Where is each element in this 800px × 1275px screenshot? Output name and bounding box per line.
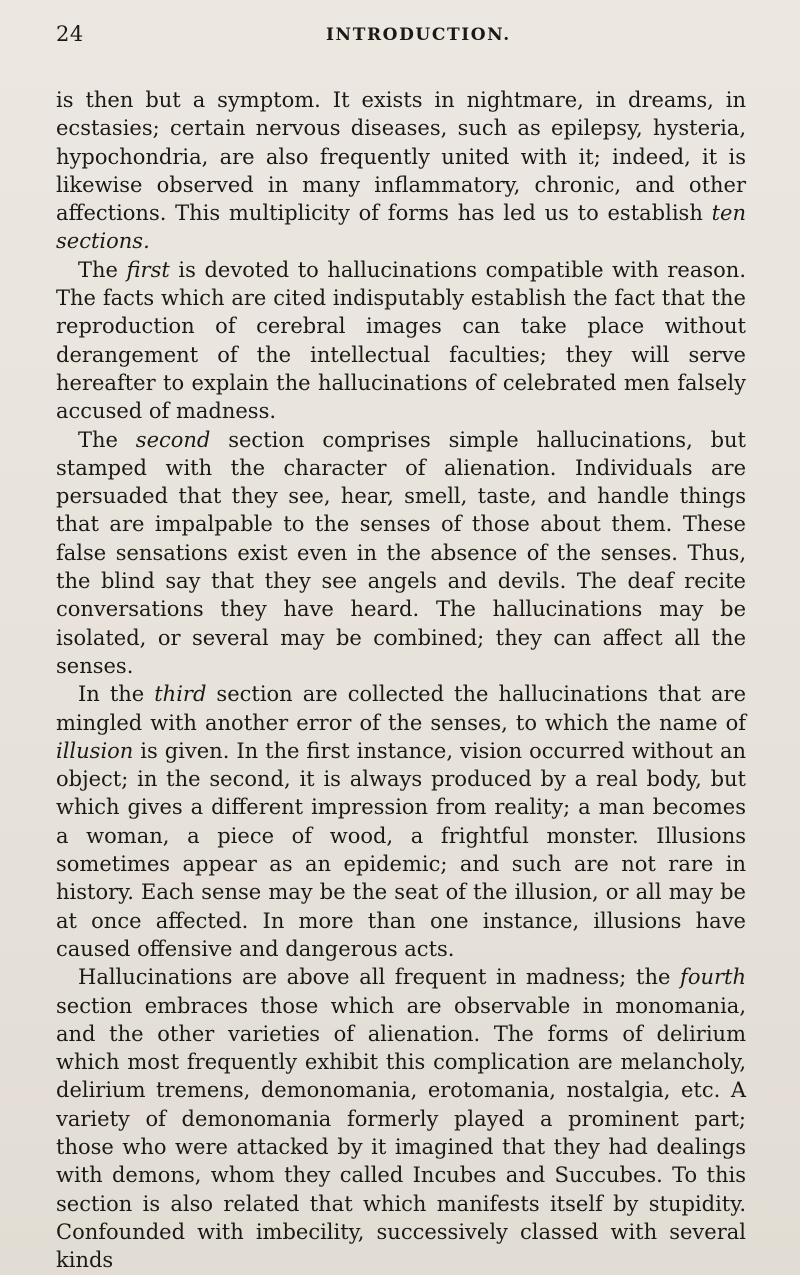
text-segment: section comprises simple hallucinations, but stamped with the character of alienation. Individuals are persuaded that they see, hear, smell, taste, and handle things that are impalpable to the senses of those about them. These false sensations exist even in the absence of the senses. Thus, the blind say that they see angels and devils. The deaf recite conversations they have heard. The hallucinations may be isolated, or several may be combined; they can affect all the senses.: [56, 427, 746, 678]
text-segment: The: [78, 257, 127, 282]
paragraph-4: [56, 680, 746, 963]
emphasis-ten-sections: ten sections.: [56, 201, 746, 254]
text-segment: is given. In the first instance, vision occurred without an object; in the second, it is always produced by a real body, but which gives a different impression from reality; a man becomes a woman, a piece of wood, a frightful monster. Illusions sometimes appear as an epidemic; and such are not rare in history. Each sense may be the seat of the illusion, or all may be at once affected. In more than one instance, illusions have caused offensive and dangerous acts.: [56, 738, 746, 961]
text-segment: is then but a symptom. It exists in nightmare, in dreams, in ecstasies; certain nervous diseases, such as epilepsy, hysteria, hypochondria, are also frequently united with it; indeed, it is likewise observed in many inflammatory, chronic, and other affections. This multiplicity of forms has led us to establish: [56, 88, 746, 226]
page-number: 24: [56, 22, 84, 46]
emphasis-first: first: [126, 257, 170, 282]
text-segment: section are collected the hallucinations that are mingled with another error of the senses, to which the name of: [56, 682, 747, 735]
text-segment: In the: [78, 682, 155, 707]
emphasis-second: second: [135, 427, 211, 452]
text-segment: Hallucinations are above all frequent in madness; the: [78, 965, 681, 990]
text-segment: section embraces those which are observable in monomania, and the other varieties of alienation. The forms of delirium which most frequently exhibit this complication are melancholy, delirium tremens, demonomania, erotomania, nostalgia, etc. A variety of demonomania formerly played a prominent part; those who were attacked by it imagined that they had dealings with demons, whom they called Incubes and Succubes. To this section is also related that which manifests itself by stupidity. Confounded with imbecility, successively classed with several kinds: [56, 993, 746, 1273]
text-segment: is devoted to hallucinations compatible with reason. The facts which are cited indisputably establish the fact that the reproduction of cerebral images can take place without derangement of the intellectual faculties; they will serve hereafter to explain the hallucinations of celebrated men falsely accused of madness.: [56, 257, 746, 424]
paragraph-1: [56, 86, 746, 256]
emphasis-illusion: illusion: [56, 738, 134, 763]
page-header: [56, 22, 746, 52]
emphasis-third: third: [154, 682, 207, 707]
emphasis-fourth: fourth: [680, 965, 746, 990]
body-text: [56, 86, 746, 1274]
paragraph-2: [56, 256, 746, 426]
paragraph-3: [56, 426, 746, 681]
paragraph-5: [56, 963, 746, 1274]
running-title: INTRODUCTION.: [326, 25, 511, 45]
text-segment: The: [78, 427, 136, 452]
